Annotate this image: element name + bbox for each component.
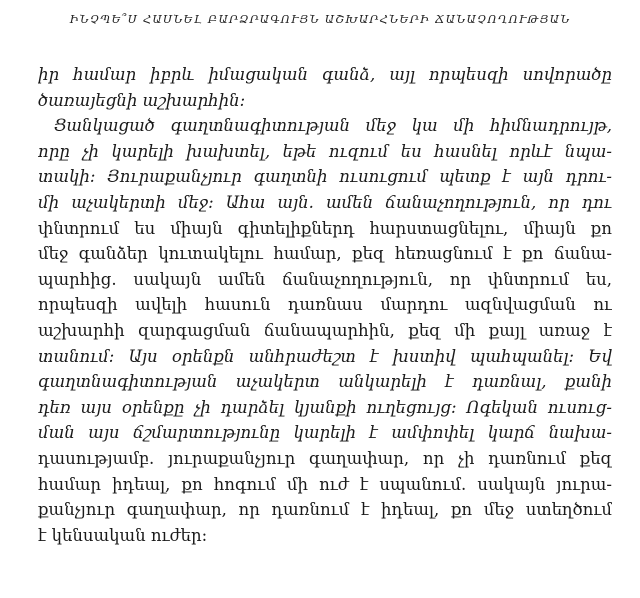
text-line-3: Ցանկացած գաղտնագիտության մեջ կա մի հիմնադրույթ, bbox=[54, 116, 612, 136]
text-line-8: մեջ գանձեր կուտակելու համար, քեզ հեռացնում է քո ճանա- bbox=[38, 244, 612, 264]
text-line-15: ման այս ճշմարտությունը կարելի է ամփոփել կարճ նախա- bbox=[38, 423, 612, 443]
text-line-14: դեռ այս օրենքը չի դարձել կյանքի ուղեցույց: Ոգեկան ուսուց- bbox=[38, 397, 612, 417]
text-line-16: դասությամբ. յուրաքանչյուր գաղափար, որ չի դառնում քեզ bbox=[38, 448, 612, 468]
text-line-6: մի աչակերտի մեջ: Ահա այն. ամեն ճանաչողություն, որ դու bbox=[38, 192, 612, 212]
text-line-17: համար իդեալ, քո հոգում մի ուժ է սպանում. սակայն յուրա- bbox=[38, 474, 612, 494]
text-line-18: քանչյուր գաղափար, որ դառնում է իդեալ, քո մեջ ստեղծում bbox=[38, 500, 612, 520]
text-line-7: փնտրում ես միայն գիտելիքներդ հարստացնելու, միայն քո bbox=[38, 218, 612, 238]
text-line-11: աշխարհի զարգացման ճանապարհին, քեզ մի քայլ առաջ է bbox=[38, 320, 612, 340]
body-text bbox=[38, 62, 612, 548]
text-line-13: գաղտնագիտության աչակերտ անկարելի է դառնալ, քանի bbox=[38, 372, 612, 392]
text-line-4: որը չի կարելի խախտել, եթե ուզում ես հասնել որևէ նպա- bbox=[38, 141, 612, 161]
text-line-12: տանում: Այս օրենքն անհրաժեշտ է խստիվ պահպանել: Եվ bbox=[38, 346, 612, 366]
text-line-19: է կենսական ուժեր: bbox=[38, 525, 208, 545]
text-line-2: ծառայեցնի աշխարհին: bbox=[38, 90, 246, 110]
running-header: ԻՆՉՊԵ՞Ս ՀԱՍՆԵԼ ԲԱՐՁՐԱԳՈՒՅՆ ԱՇԽԱՐՀՆԵՐԻ ՃԱՆԱՉՈՂՈՒԹՅԱՆ bbox=[69, 12, 571, 26]
text-line-10: որպեսզի ավելի հասուն դառնաս մարդու ազնվացման ու bbox=[38, 295, 612, 315]
text-line-5: տակի: Յուրաքանչյուր գաղտնի ուսուցում պետք է այն դրու- bbox=[38, 167, 612, 187]
text-line-9: պարհից. սակայն ամեն ճանաչողություն, որ փնտրում ես, bbox=[38, 269, 612, 289]
text-line-1: իր համար իբրև իմացական գանձ, այլ որպեսզի սովորածը bbox=[38, 65, 612, 84]
